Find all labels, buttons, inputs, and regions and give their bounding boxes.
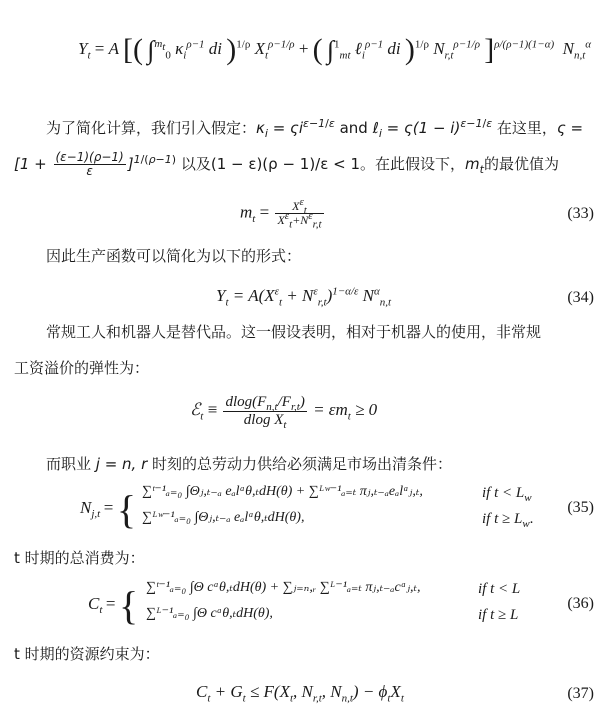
eq37-number: (37) xyxy=(567,685,594,702)
equation-35: $N_{j,t}$ = { ∑ᵗ⁻¹ₐ₌₀ ∫Θⱼ,ₜ₋ₐ eₐlᵃθ,ₜdH(θ) + ∑ᴸʷ⁻¹ₐ₌ₜ πⱼ,ₜ₋ₐeₐlᵃⱼ,ₜ, ∑ᴸʷ⁻¹ₐ₌₀ ∫Θⱼ,ₜ₋ₐ eₐlᵃθ,ₜdH(θ), if $t < L_w$ if $t \ge L_w$. (35) xyxy=(80,484,594,532)
eq35-row1-cond-sub: w xyxy=(524,492,532,504)
elast-num-sub2: r,t xyxy=(290,401,300,413)
eq-top-ell: ℓ xyxy=(354,38,362,58)
p6-text: t 时期的总消费为： xyxy=(14,549,145,567)
p4-line1: 常规工人和机器人是替代品。这一假设表明，相对于机器人的使用，非常规 xyxy=(46,323,542,341)
eq35-row2: ∑ᴸʷ⁻¹ₐ₌₀ ∫Θⱼ,ₜ₋ₐ eₐlᵃθ,ₜdH(θ), xyxy=(142,510,305,525)
eq37-X: X xyxy=(390,682,401,701)
p1-varsigma: ς = xyxy=(556,119,584,137)
equation-34: $Y_t = A(X^\varepsilon_t + N^\varepsilon_{r,t})^{1-\alpha/\varepsilon}$ $N^\alpha_{n,t}$ (34) xyxy=(216,285,594,309)
eq33-lhs: m xyxy=(240,202,253,222)
eq34-close: ) xyxy=(326,286,333,305)
exp1-den: ρ xyxy=(244,38,251,51)
p1-eq2: = ς(1 − i) xyxy=(381,119,461,137)
int1-lower: 0 xyxy=(165,49,171,62)
eq33-lhs-sub: t xyxy=(252,212,256,225)
elast-num-sub1: n,t xyxy=(266,401,278,413)
eq33-den: X xyxy=(277,213,285,228)
eq37-F-sub: t xyxy=(289,692,294,705)
X-sup-den: ρ xyxy=(289,38,295,51)
eq-top-lhs: Y xyxy=(78,38,88,58)
elast-rhs-sub: t xyxy=(347,410,351,423)
eq35-lhs-sub: j,t xyxy=(91,508,101,521)
elast-rhs: = εm xyxy=(313,399,348,419)
paragraph-simplify xyxy=(14,238,592,274)
eq35-row1-cond: if t < L xyxy=(482,485,525,501)
eq33-den2-sub: r,t xyxy=(312,218,322,231)
p4-line2: 工资溢价的弹性为： xyxy=(14,359,150,377)
eq36-row2-cond: if t ≥ L xyxy=(478,607,519,623)
eq37-phi: ) − ϕ xyxy=(352,682,388,701)
elast-den: dlog X xyxy=(243,411,284,428)
p1-kappa: κ xyxy=(256,119,265,137)
p1-text-a: 为了简化计算，我们引入假定： xyxy=(46,119,257,137)
p1-exp2: ε−1 xyxy=(460,117,483,130)
eq37-C: C xyxy=(196,682,208,701)
p3-text: 因此生产函数可以简化为以下的形式： xyxy=(46,247,302,265)
int2-lower: m xyxy=(339,49,348,62)
eq34-rest: = A(X xyxy=(232,286,275,305)
N-sup-den: ρ xyxy=(474,38,480,51)
eq35-row2-cond-tail: . xyxy=(529,511,534,527)
eq36-lhs-sub: t xyxy=(99,604,103,617)
elast-num-close: ) xyxy=(299,394,305,410)
p1-exp2-den: ε xyxy=(486,117,493,130)
p2-frac-num: (ε−1)(ρ−1) xyxy=(55,149,124,164)
eq-top-lhs-sub: t xyxy=(87,49,91,62)
p2-text-c: 的最优值为 xyxy=(483,155,559,173)
eq33-num-sub: t xyxy=(303,204,307,217)
paragraph-labor-supply xyxy=(14,446,592,482)
paragraph-resource xyxy=(14,636,592,672)
eq-top-N-sub: r,t xyxy=(444,49,454,62)
eq37-C-sub: t xyxy=(207,692,211,705)
eq36-row1-cond: if t < L xyxy=(478,581,521,597)
eq-top-d1: di xyxy=(208,38,222,58)
eq-top-plus: + xyxy=(298,38,309,58)
p2-m-sub: t xyxy=(479,163,484,176)
p1-and: and xyxy=(334,119,373,137)
p5-text-a: 而职业 xyxy=(46,455,96,473)
Nn-sub: n,t xyxy=(573,49,586,62)
equation-33 xyxy=(0,192,602,238)
p2-text-b: 以及(1 − ε)(ρ − 1)/ε < 1。在此假设下， xyxy=(176,155,465,173)
eq34-Y-sub: t xyxy=(225,296,229,309)
paragraph-consumption xyxy=(14,540,592,576)
kappa-sub: i xyxy=(183,49,187,62)
elast-num: dlog(F xyxy=(225,394,267,410)
elast-rhs-tail: ≥ 0 xyxy=(350,399,378,419)
elast-lhs: ℰ xyxy=(190,399,201,419)
X-sup-num: ρ−1 xyxy=(268,38,287,51)
eq34-rest-sup: ε xyxy=(274,285,279,298)
eq35-lhs: N xyxy=(80,498,92,518)
p2-bracket: [1 + xyxy=(14,155,52,173)
outer-exp-tail: (1−α) xyxy=(528,38,555,51)
eq33-number: (33) xyxy=(567,205,594,222)
exp2-num: 1 xyxy=(414,38,421,51)
eq36-number: (36) xyxy=(567,595,594,612)
p1-exp1-den: ε xyxy=(328,117,335,130)
eq37-F: ≤ F(X xyxy=(245,682,290,701)
eq37-Nr-sub: r,t xyxy=(312,692,322,705)
p2-exp-den: ρ−1 xyxy=(148,153,172,166)
int1-upper-sub: t xyxy=(162,41,166,54)
eq37-G: + G xyxy=(210,682,243,701)
equation-37 xyxy=(0,678,602,712)
equation-production-function: $Y_t = A$ [( ∫$^{m_t}_0$ $\kappa_i^{\rho-1}$ di )$^{1/\rho}$ $X_t^{\rho-1/\rho}$ + ( ∫$^1_{mt}$ ℓ$_i^{\rho-1}$ di )$^{1/\rho}$ $N_{r,t}^{\rho-1/\rho}$ ]$^{\rho/(\rho-1)(1-\alpha)}$ $N_{n,t}^\alpha$ xyxy=(78,33,592,66)
eq34-exp-den: ε xyxy=(354,285,359,298)
paragraph-assumption xyxy=(14,110,592,182)
eq-top-kappa: κ xyxy=(175,38,184,58)
eq35-row2-cond-sub: w xyxy=(522,518,530,530)
eq36-lhs: C xyxy=(88,594,100,614)
eq34-tail-sub: n,t xyxy=(379,296,392,309)
exp2-den: ρ xyxy=(423,38,429,51)
eq37-Nn-sub: n,t xyxy=(341,692,353,705)
int1-upper: m xyxy=(154,38,163,51)
eq-top-N: N xyxy=(433,38,445,58)
eq34-tail-sup: α xyxy=(373,285,380,298)
elast-lhs-sub: t xyxy=(200,410,204,423)
eq34-exp: 1−α xyxy=(332,285,351,298)
elast-num-mid: /F xyxy=(277,394,291,410)
ell-sub: i xyxy=(361,49,365,62)
eq34-Y: Y xyxy=(216,286,226,305)
p5-j: j = n, r xyxy=(95,455,148,473)
eq34-plus-sup: ε xyxy=(313,285,318,298)
int2-upper: 1 xyxy=(334,38,340,51)
exp1-num: 1 xyxy=(236,38,242,51)
p1-eq1: = ςi xyxy=(267,119,303,137)
para-line-1: 为了简化计算，我们引入假定：$\kappa_i = \varsigma i^{\varepsilon-1/\varepsilon}$ and ℓ$_i$ = $\varsigma(1 - i)^{\varepsilon-1/\varepsilon}$ 在这里，ς = xyxy=(46,117,584,140)
eq37-X-sub: t xyxy=(400,692,404,705)
Nn-sup: α xyxy=(585,38,592,51)
p1-kappa-sub: i xyxy=(264,127,268,140)
eq33-den-sup: ε xyxy=(284,210,290,223)
paragraph-substitutes xyxy=(14,314,592,386)
eq-top-X-sub: t xyxy=(264,49,269,62)
int2-lower-sub: t xyxy=(347,49,351,62)
elast-equiv: ≡ xyxy=(207,399,218,419)
eq33-den-sub: t xyxy=(289,218,293,231)
p1-ell-sub: i xyxy=(378,127,382,140)
eq37-phi-sub: t xyxy=(387,692,391,705)
eq34-plus-sub: r,t xyxy=(317,296,327,309)
eq36-row1: ∑ᵗ⁻¹ₐ₌₀ ∫Θ cᵃθ,ₜdH(θ) + ∑ⱼ₌ₙ,ᵣ ∑ᴸ⁻¹ₐ₌ₜ πⱼ,ₜ₋ₐcᵃⱼ,ₜ, xyxy=(146,580,421,595)
outer-exp-num: ρ xyxy=(494,38,500,51)
eq37-Nn: , N xyxy=(321,682,342,701)
p1-text-b: 在这里， xyxy=(492,119,557,137)
p1-exp1: ε−1 xyxy=(303,117,326,130)
eq35-row1: ∑ᵗ⁻¹ₐ₌₀ ∫Θⱼ,ₜ₋ₐ eₐlᵃθ,ₜdH(θ) + ∑ᴸʷ⁻¹ₐ₌ₜ πⱼ,ₜ₋ₐeₐlᵃⱼ,ₜ, xyxy=(142,484,423,499)
elast-den-sub: t xyxy=(283,418,287,431)
eq37-G-sub: t xyxy=(242,692,246,705)
eq33-den2-sup: ε xyxy=(308,210,313,223)
kappa-sup: ρ−1 xyxy=(186,38,205,51)
eq-top-Nn: N xyxy=(562,38,574,58)
eq36-row2: ∑ᴸ⁻¹ₐ₌₀ ∫Θ cᵃθ,ₜdH(θ), xyxy=(146,606,273,621)
eq-top-X: X xyxy=(254,38,265,58)
eq33-num-sup: ε xyxy=(299,196,304,208)
eq33-den-plus: +N xyxy=(292,213,309,228)
p1-ell: ℓ xyxy=(372,119,379,137)
eq33-equals: = xyxy=(259,202,270,222)
eq33-num: X xyxy=(292,199,300,213)
eq34-tail: N xyxy=(362,286,374,305)
N-sup-num: ρ−1 xyxy=(453,38,472,51)
p2-exp-num: 1 xyxy=(133,153,141,166)
eq-top-A: A xyxy=(108,38,119,58)
eq37-Nr: , N xyxy=(293,682,313,701)
para-line-2: [1 + $\frac{(\varepsilon-1)(\rho-1)}{\varepsilon}$ ]$^{1/(\rho-1)}$ 以及(1 − ε)(ρ − 1)/ε < 1。在此假设下，$m_t$的最优值为 xyxy=(14,149,559,178)
eq34-number: (34) xyxy=(567,289,594,306)
equation-elasticity xyxy=(0,388,602,438)
outer-exp-den: ρ−1 xyxy=(506,38,525,51)
eq34-plus: + N xyxy=(282,286,314,305)
p2-m: m xyxy=(465,155,480,173)
ell-sup: ρ−1 xyxy=(364,38,384,51)
eq34-rest-sub: t xyxy=(278,296,283,309)
eq-top-d2: di xyxy=(387,38,401,58)
equation-36: $C_t$ = { ∑ᵗ⁻¹ₐ₌₀ ∫Θ cᵃθ,ₜdH(θ) + ∑ⱼ₌ₙ,ᵣ ∑ᴸ⁻¹ₐ₌ₜ πⱼ,ₜ₋ₐcᵃⱼ,ₜ, ∑ᴸ⁻¹ₐ₌₀ ∫Θ cᵃθ,ₜdH(θ), if t < L if t ≥ L (36) xyxy=(88,580,594,628)
p7-text: t 时期的资源约束为： xyxy=(14,645,160,663)
p5-text-b: 时刻的总劳动力供给必须满足市场出清条件： xyxy=(147,455,453,473)
p2-frac-den: ε xyxy=(86,164,93,178)
eq35-number: (35) xyxy=(567,499,594,516)
p2-close: ] xyxy=(127,155,134,173)
eq35-row2-cond: if t ≥ L xyxy=(482,511,523,527)
